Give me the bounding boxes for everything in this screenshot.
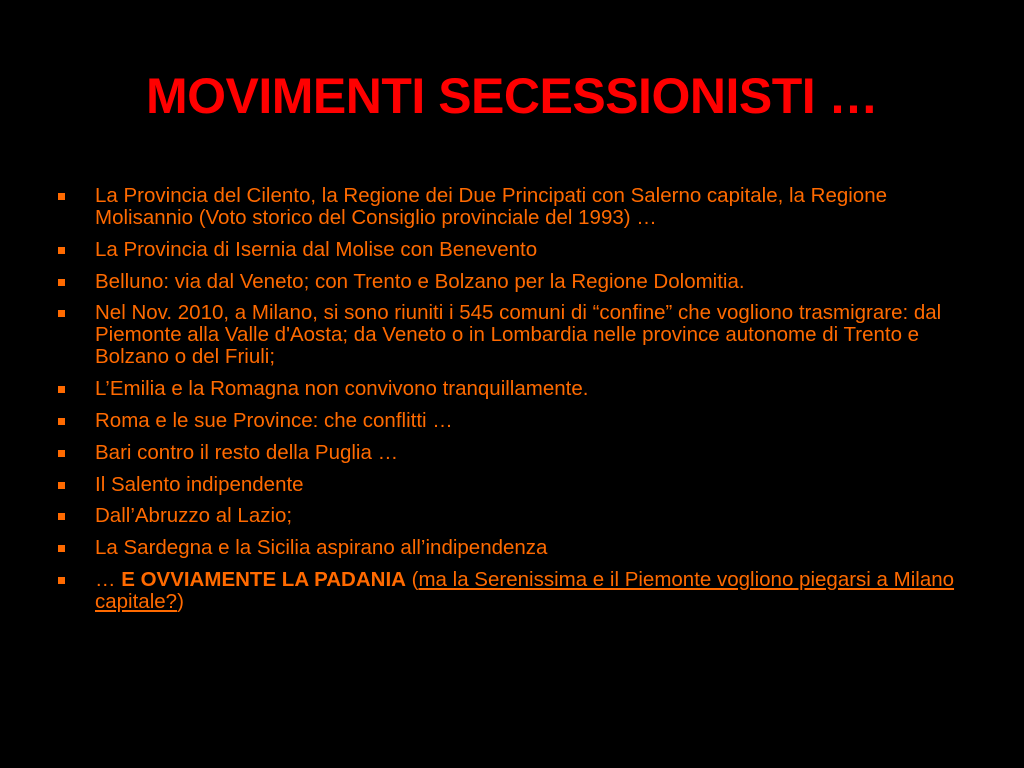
bullet-text: La Provincia di Isernia dal Molise con Benevento — [95, 237, 538, 261]
square-bullet-icon — [58, 577, 65, 584]
square-bullet-icon — [58, 513, 65, 520]
bullet-paren-close: ) — [177, 589, 184, 613]
square-bullet-icon — [58, 386, 65, 393]
bullet-item-belluno — [56, 271, 976, 293]
bullet-item-abruzzo — [56, 505, 976, 527]
bullet-text: Roma e le sue Province: che conflitti … — [95, 408, 453, 432]
hyperlink[interactable]: ma la Serenissima e il Piemonte vogliono piegarsi a Milano capitale? — [95, 567, 955, 613]
bullet-text: Bari contro il resto della Puglia … — [95, 440, 399, 464]
square-bullet-icon — [58, 545, 65, 552]
bullet-text: Il Salento indipendente — [95, 472, 304, 496]
bullet-text: Nel Nov. 2010, a Milano, si sono riuniti i 545 comuni di “confine” che vogliono trasmigrare: dal Piemonte alla Valle d'Aosta; da Veneto o in Lombardia nelle province autonome di Trento e Bolzano o del Friuli; — [95, 301, 942, 369]
bullet-item-milano-2010 — [56, 302, 976, 368]
square-bullet-icon — [58, 310, 65, 317]
square-bullet-icon — [58, 193, 65, 200]
slide-title: MOVIMENTI SECESSIONISTI … — [145, 68, 879, 124]
bullet-item-sardegna-sicilia — [56, 537, 976, 559]
square-bullet-icon — [58, 279, 65, 286]
bullet-item-bari — [56, 442, 976, 464]
bullet-text: Dall’Abruzzo al Lazio; — [95, 504, 293, 528]
bullet-paren-open: ( — [405, 567, 419, 591]
square-bullet-icon — [58, 482, 65, 489]
bullet-text: La Sardegna e la Sicilia aspirano all’indipendenza — [95, 536, 548, 560]
bullet-item-padania — [56, 569, 976, 613]
bullet-item-cilento — [56, 185, 976, 229]
square-bullet-icon — [58, 450, 65, 457]
bullet-item-isernia — [56, 239, 976, 261]
bullet-item-emilia-romagna — [56, 378, 976, 400]
bullet-text: L’Emilia e la Romagna non convivono tranquillamente. — [95, 377, 589, 401]
bullet-prefix: … — [95, 567, 122, 591]
square-bullet-icon — [58, 418, 65, 425]
bullet-text: Belluno: via dal Veneto; con Trento e Bolzano per la Regione Dolomitia. — [95, 269, 745, 293]
square-bullet-icon — [58, 247, 65, 254]
bullet-bold-text: E OVVIAMENTE LA PADANIA — [121, 567, 406, 591]
bullet-text: La Provincia del Cilento, la Regione dei Due Principati con Salerno capitale, la Regione Molisannio (Voto storico del Consiglio provinciale del 1993) … — [95, 184, 888, 229]
bullet-item-salento — [56, 474, 976, 496]
bullet-item-roma — [56, 410, 976, 432]
bullet-list — [56, 185, 976, 623]
